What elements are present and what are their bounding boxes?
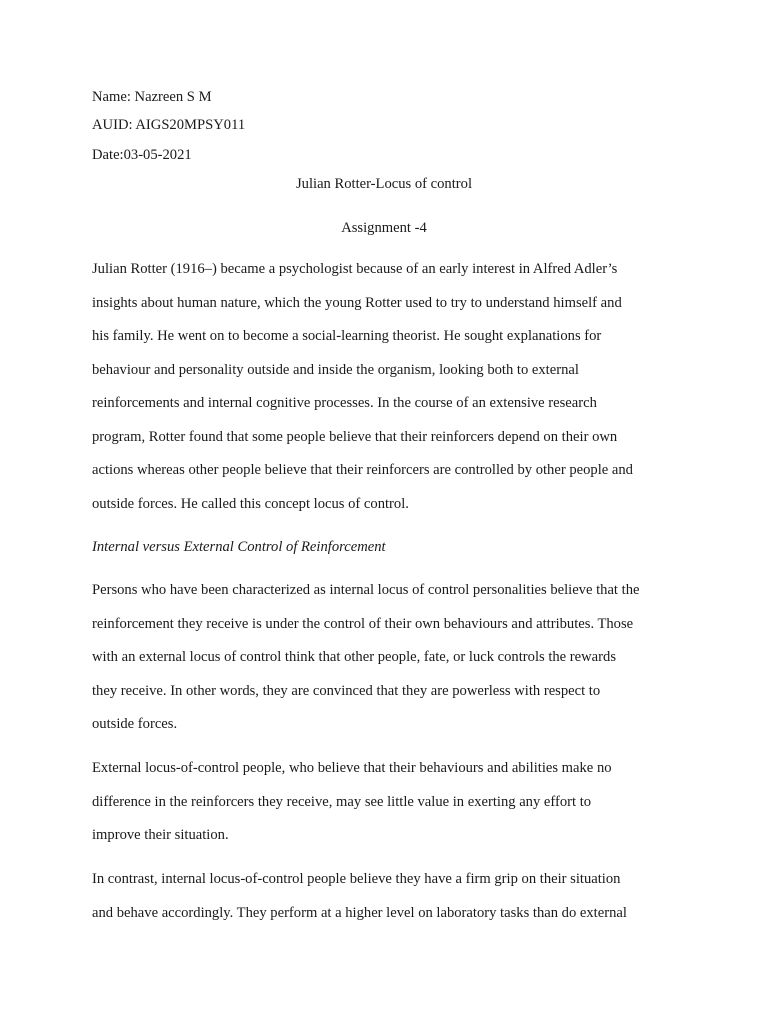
body-paragraph-1 [92, 253, 682, 521]
document-subtitle: Assignment -4 [341, 220, 427, 236]
text-line: behaviour and personality outside and inside the organism, looking both to external [92, 361, 579, 378]
text-line: reinforcements and internal cognitive processes. In the course of an extensive research [92, 395, 597, 411]
section-heading-text: Internal versus External Control of Reinforcement [92, 539, 386, 555]
text-line: reinforcement they receive is under the control of their own behaviours and attributes. Those [92, 615, 634, 632]
document-title: Julian Rotter-Locus of control [295, 176, 472, 192]
text-line: External locus-of-control people, who believe that their behaviours and abilities make no [92, 760, 612, 776]
text-line: his family. He went on to become a social-learning theorist. He sought explanations for [92, 328, 602, 344]
text-line: outside forces. [92, 716, 178, 732]
body-paragraph-4 [92, 863, 682, 930]
text-line: with an external locus of control think that other people, fate, or luck controls the rewards [92, 649, 616, 665]
text-line: they receive. In other words, they are convinced that they are powerless with respect to [92, 682, 601, 699]
assignment-date: Date:03-05-2021 [92, 147, 192, 163]
text-line: outside forces. He called this concept locus of control. [92, 495, 409, 512]
body-paragraph-3 [92, 752, 682, 853]
text-line: Julian Rotter (1916–) became a psychologist because of an early interest in Alfred Adler’s [92, 261, 618, 277]
body-paragraph-2 [92, 574, 682, 742]
text-line: program, Rotter found that some people believe that their reinforcers depend on their own [92, 428, 618, 445]
student-auid: AUID: AIGS20MPSY011 [92, 117, 246, 133]
text-line: improve their situation. [92, 827, 229, 843]
text-line: and behave accordingly. They perform at a higher level on laboratory tasks than do external [92, 904, 627, 921]
section-heading [92, 531, 682, 565]
text-line: actions whereas other people believe that their reinforcers are controlled by other people and [92, 462, 633, 478]
text-line: Persons who have been characterized as internal locus of control personalities believe that the [92, 582, 640, 598]
text-line: In contrast, internal locus-of-control people believe they have a firm grip on their situation [92, 871, 621, 887]
student-name: Name: Nazreen S M [92, 89, 212, 105]
text-line: insights about human nature, which the young Rotter used to try to understand himself and [92, 294, 622, 311]
text-line: difference in the reinforcers they receive, may see little value in exerting any effort to [92, 793, 592, 810]
